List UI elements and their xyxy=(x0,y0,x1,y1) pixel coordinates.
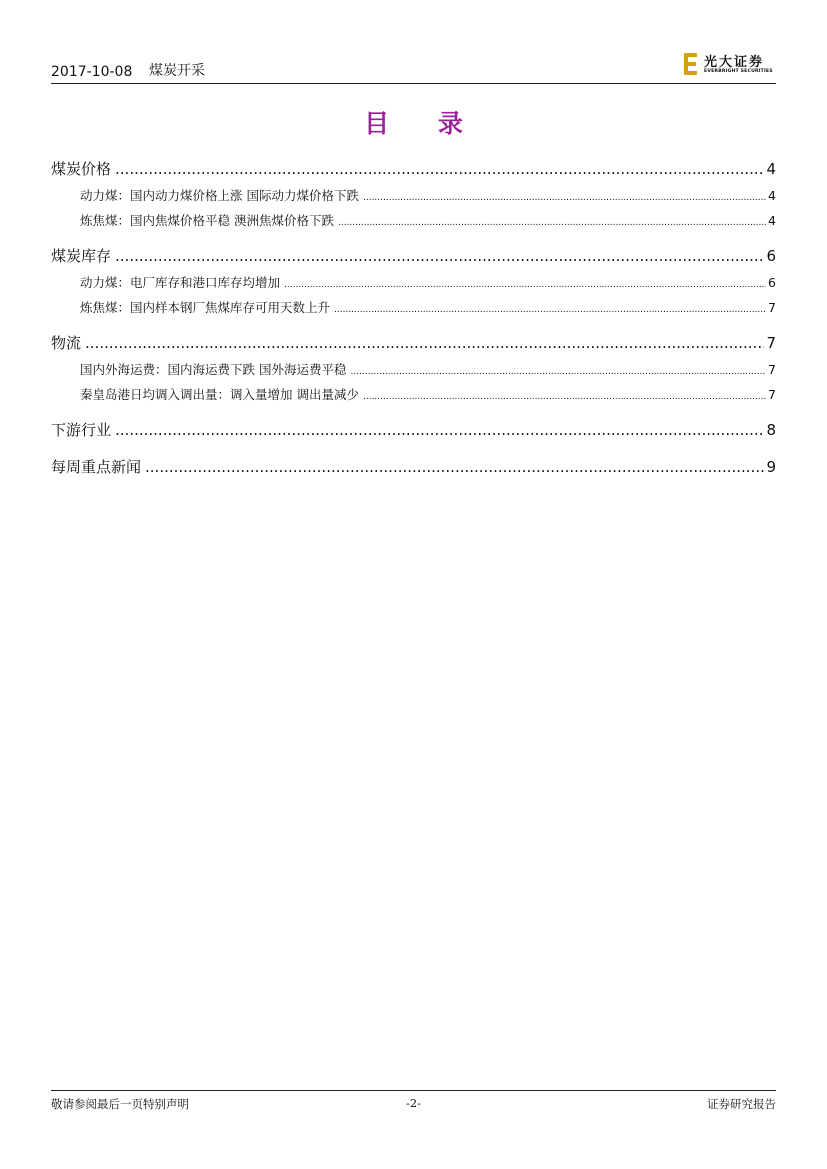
leader-dots xyxy=(115,160,764,178)
leader-dots xyxy=(145,458,764,476)
logo-text-en: EVERBRIGHT SECURITIES xyxy=(704,69,773,74)
toc-entry-page: 4 xyxy=(768,213,776,228)
toc-entry-text: 每周重点新闻 xyxy=(51,458,142,476)
toc-entry-page: 4 xyxy=(768,188,776,203)
leader-dots xyxy=(338,218,766,228)
leader-dots xyxy=(115,247,764,265)
leader-dots xyxy=(284,280,766,290)
toc-entry-text: 炼焦煤：国内样本钢厂焦煤库存可用天数上升 xyxy=(80,300,331,315)
toc-entry-page: 7 xyxy=(768,387,776,402)
leader-dots xyxy=(334,305,766,315)
toc-entry-page: 7 xyxy=(768,300,776,315)
toc-entry[interactable] xyxy=(80,211,776,229)
toc-entry-page: 7 xyxy=(768,362,776,377)
company-logo xyxy=(684,51,776,77)
toc-title: 目 录 xyxy=(364,109,483,138)
toc-entry[interactable] xyxy=(51,245,776,266)
toc-entry-page: 7 xyxy=(766,334,776,352)
toc-entry[interactable] xyxy=(51,332,776,353)
toc-entry-text: 国内外海运费：国内海运费下跌 国外海运费平稳 xyxy=(80,362,347,377)
toc-entry-text: 秦皇岛港日均调入调出量：调入量增加 调出量减少 xyxy=(80,387,359,402)
leader-dots xyxy=(85,334,764,352)
leader-dots xyxy=(363,392,766,402)
logo-text-cn: 光大证券 xyxy=(704,55,765,70)
toc-entry[interactable] xyxy=(51,419,776,440)
toc-entry-text: 炼焦煤：国内焦煤价格平稳 澳洲焦煤价格下跌 xyxy=(80,213,334,228)
page-number: -2- xyxy=(405,1096,422,1110)
toc-entry-text: 下游行业 xyxy=(51,421,112,439)
toc-entry-page: 6 xyxy=(768,275,776,290)
leader-dots xyxy=(115,421,764,439)
toc-entry-page: 6 xyxy=(766,247,776,265)
report-type: 证券研究报告 xyxy=(707,1097,776,1111)
toc-entry[interactable] xyxy=(80,186,776,204)
toc-entry-text: 动力煤：国内动力煤价格上涨 国际动力煤价格下跌 xyxy=(80,188,359,203)
toc-entry[interactable] xyxy=(51,456,776,477)
toc-entry-page: 8 xyxy=(766,421,776,439)
toc-entry[interactable] xyxy=(80,385,776,403)
toc-entry[interactable] xyxy=(80,273,776,291)
report-date: 2017-10-08 xyxy=(51,64,133,80)
toc-entry-text: 物流 xyxy=(51,334,82,352)
toc-entry[interactable] xyxy=(80,298,776,316)
page-header xyxy=(51,50,776,84)
toc-entry-text: 煤炭库存 xyxy=(51,247,112,265)
toc-entry-page: 4 xyxy=(766,160,776,178)
report-sector: 煤炭开采 xyxy=(149,63,205,79)
logo-mark-icon xyxy=(684,53,698,75)
leader-dots xyxy=(350,367,766,377)
disclaimer-note: 敬请参阅最后一页特别声明 xyxy=(51,1097,189,1111)
toc-entry-text: 动力煤：电厂库存和港口库存均增加 xyxy=(80,275,281,290)
toc-entry-page: 9 xyxy=(766,458,776,476)
leader-dots xyxy=(363,193,766,203)
toc-entry[interactable] xyxy=(80,360,776,378)
toc-entry-text: 煤炭价格 xyxy=(51,160,112,178)
toc-entry[interactable] xyxy=(51,158,776,179)
page-footer xyxy=(51,1090,776,1115)
